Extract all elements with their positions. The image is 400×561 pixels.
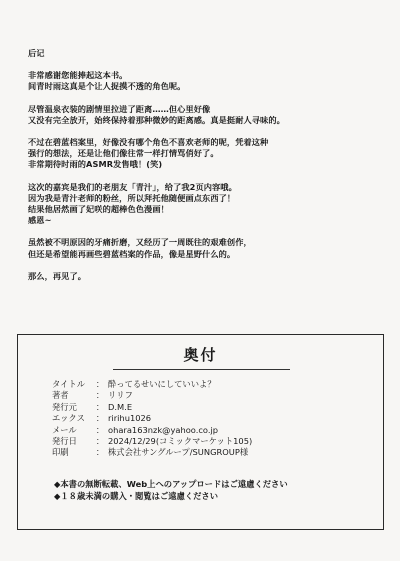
info-separator: ： (95, 447, 105, 458)
info-value: D.M.E (108, 401, 133, 412)
paragraph-gap (28, 260, 383, 271)
colophon-divider (113, 369, 290, 370)
afterword-line: 因为我是青汁老师的粉丝，所以拜托他随便画点东西了！ (28, 192, 236, 203)
info-separator: ： (95, 390, 105, 401)
info-row-title (52, 379, 252, 390)
afterword-line: 结果他居然画了妃咲的超棒色色漫画！ (28, 204, 169, 215)
paragraph-gap (28, 59, 383, 70)
notice-age-restriction: ◆１８歳未満の購入・閲覧はご遠慮ください (54, 491, 219, 501)
colophon-title: 奥付 (183, 346, 218, 364)
afterword-heading: 后记 (28, 48, 45, 58)
afterword-closing: 那么，再见了。 (28, 270, 87, 281)
info-value: ririhu1026 (108, 413, 152, 424)
paragraph-gap (28, 171, 383, 182)
afterword-line: 这次的嘉宾是我们的老朋友「青汁」，给了我2页内容哦。 (28, 181, 237, 192)
info-separator: ： (95, 424, 105, 435)
info-label: 印刷 (52, 447, 69, 458)
colophon-box (17, 334, 384, 530)
colophon-info-list (52, 379, 252, 459)
info-row-issue-date (52, 436, 252, 447)
info-separator: ： (95, 413, 105, 424)
info-separator: ： (95, 436, 105, 447)
notice-no-reproduction: ◆本書の無断転載、Web上へのアップロードはご遠慮ください (54, 479, 288, 489)
afterword-line: 强行的想法，还是让他们像往常一样打情骂俏好了。 (28, 148, 219, 159)
info-label: エックス (52, 413, 85, 424)
afterword-line: 但还是希望能再画些碧蓝档案的作品，像是星野什么的。 (28, 248, 236, 259)
paragraph-gap (28, 226, 383, 237)
info-row-email (52, 425, 252, 436)
afterword-line: 尽管温泉衣装的剧情里拉进了距离……但心里好像 (28, 103, 211, 114)
info-separator: ： (95, 379, 105, 389)
info-value: 2024/12/29(コミックマーケット105) (108, 436, 253, 447)
info-value: ohara163nzk@yahoo.co.jp (108, 424, 219, 435)
info-label: 著者 (52, 390, 69, 401)
afterword-line: 非常感谢您能捧起这本书。 (28, 70, 128, 81)
afterword-line: 感恩~ (28, 215, 52, 226)
colophon-notices (54, 478, 288, 502)
info-label: メール (52, 424, 77, 435)
info-label: 発行元 (52, 401, 77, 412)
info-value: リリフ (108, 390, 133, 401)
afterword-line: 不过在碧蓝档案里，好像没有哪个角色不喜欢老师的呢，凭着这种 (28, 137, 269, 148)
info-row-publisher (52, 402, 252, 413)
afterword-line: 虽然被不明原因的牙痛折磨，又经历了一周既往的艰难创作， (28, 237, 252, 248)
info-separator: ： (95, 401, 105, 412)
info-row-printer (52, 447, 252, 458)
paragraph-gap (28, 126, 383, 137)
info-row-x-account (52, 413, 252, 424)
paragraph-gap (28, 93, 383, 104)
info-label: タイトル (52, 379, 86, 389)
afterword-line: 间青时雨这真是个让人捉摸不透的角色呢。 (28, 81, 186, 92)
afterword-section (28, 48, 383, 282)
afterword-line: 又没有完全放开，始终保持着那种微妙的距离感。真是挺耐人寻味的。 (28, 114, 285, 125)
info-row-author (52, 390, 252, 401)
info-value: 株式会社サングループ/SUNGROUP様 (108, 447, 249, 458)
info-label: 発行日 (52, 436, 77, 447)
info-value: 酔ってるせいにしていいよ？ (108, 379, 216, 389)
afterword-line: 非常期待时雨的ASMR发售哦！(笑) (28, 159, 163, 170)
